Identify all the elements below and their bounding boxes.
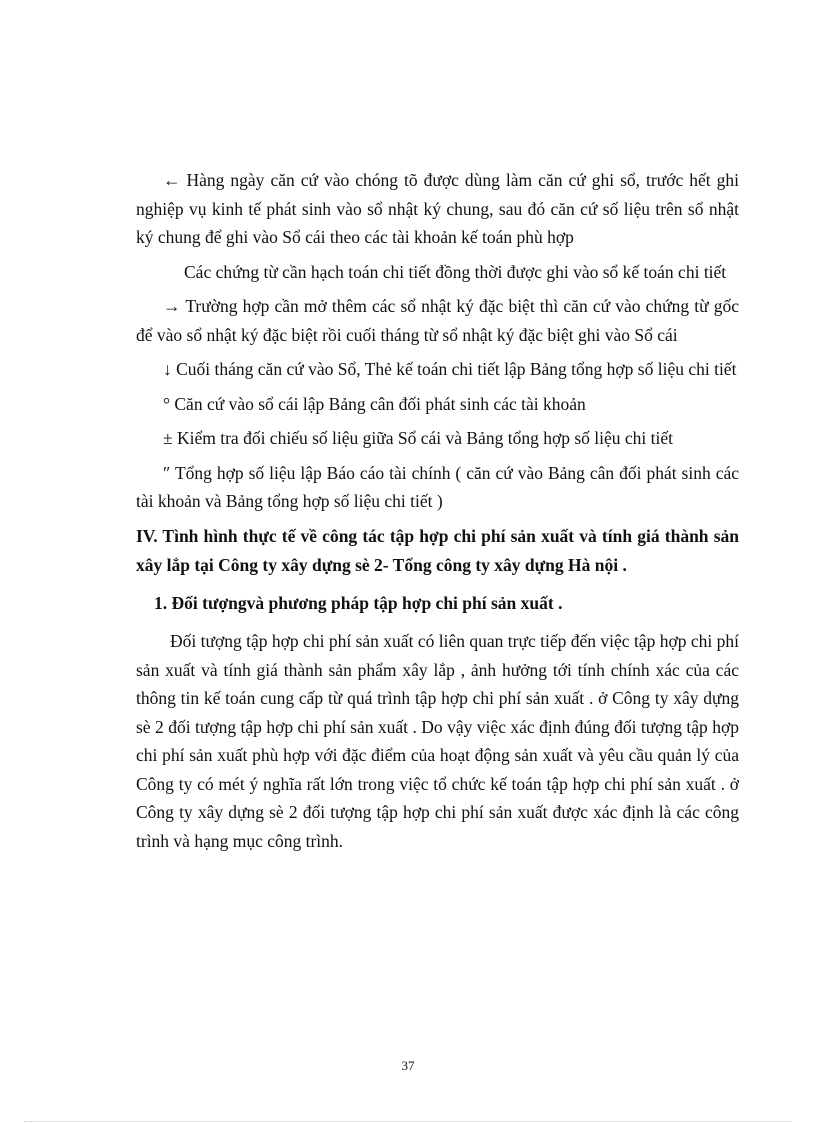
page-content (136, 166, 739, 861)
section-heading: IV. Tình hình thực tế về công tác tập hợp chi phí sản xuất và tính giá thành sản xây lắp tại Công ty xây dựng sè 2- Tổng công ty xây dựng Hà nội . (136, 525, 739, 575)
paragraph-month-end-summary: ↓ Cuối tháng căn cứ vào Sổ, Thẻ kế toán chi tiết lập Bảng tổng hợp số liệu chi tiết (163, 359, 737, 379)
paragraph-reconciliation: ± Kiểm tra đối chiếu số liệu giữa Sổ cái và Bảng tổng hợp số liệu chi tiết (163, 428, 673, 448)
paragraph-daily-posting: ← Hàng ngày căn cứ vào chóng tõ được dùng làm căn cứ ghi sổ, trước hết ghi nghiệp vụ kinh tế phát sinh vào sổ nhật ký chung, sau đó căn cứ số liệu trên sổ nhật ký chung để ghi vào Sổ cái theo các tài khoản kế toán phù hợp (136, 170, 739, 247)
page-bottom-divider (24, 1121, 792, 1122)
section-subheading: 1. Đối tượngvà phương pháp tập hợp chi phí sản xuất . (154, 592, 563, 613)
paragraph-detail-ledger: Các chứng từ cần hạch toán chi tiết đồng thời được ghi vào sổ kế toán chi tiết (184, 261, 727, 282)
paragraph-trial-balance: ° Căn cứ vào sổ cái lập Bảng cân đối phát sinh các tài khoản (163, 393, 586, 414)
paragraph-financial-report: ″ Tổng hợp số liệu lập Báo cáo tài chính ( căn cứ vào Bảng cân đối phát sinh các tài khoản và Bảng tổng hợp số liệu chi tiết ) (136, 462, 739, 511)
page-number: 37 (401, 1058, 415, 1073)
paragraph-special-journals: → Trường hợp cần mở thêm các sổ nhật ký đặc biệt thì căn cứ vào chứng từ gốc để vào sổ nhật ký đặc biệt rồi cuối tháng từ sổ nhật ký đặc biệt ghi vào Sổ cái (136, 296, 739, 345)
section-body-paragraph: Đối tượng tập hợp chi phí sản xuất có liên quan trực tiếp đến việc tập hợp chi phí sản xuất và tính giá thành sản phẩm xây lắp , ảnh hưởng tới tính chính xác của các thông tin kế toán cung cấp từ quá trình tập hợp chi phí sản xuất . ở Công ty xây dựng sè 2 đối tượng tập hợp chi phí sản xuất . Do vậy việc xác định đúng đối tượng tập hợp chi phí sản xuất phù hợp với đặc điểm của hoạt động sản xuất và yêu cầu quản lý của Công ty có mét ý nghĩa rất lớn trong việc tổ chức kế toán tập hợp chi phí sản xuất . ở Công ty xây dựng sè 2 đối tượng tập hợp chi phí sản xuất được xác định là các công trình và hạng mục công trình. (136, 631, 739, 851)
